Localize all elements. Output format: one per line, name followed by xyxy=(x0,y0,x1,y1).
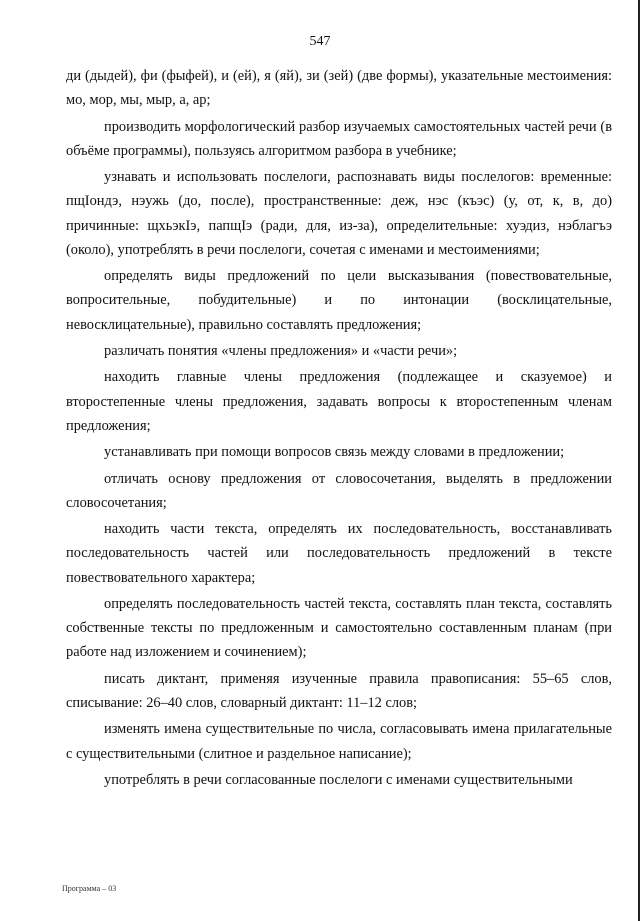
paragraph-10: определять последовательность частей текста, составлять план текста, составлять собственные тексты по предложенным и самостоятельно составленным планам (при работе над изложением и сочинением); xyxy=(66,595,612,661)
body-text xyxy=(66,64,612,794)
page-number: 547 xyxy=(309,34,331,49)
paragraph-13: употреблять в речи согласованные послелоги с именами существительными xyxy=(104,771,573,788)
paragraph-1: ди (дыдей), фи (фыфей), и (ей), я (яй), зи (зей) (две формы), указательные местоимения: мо, мор, мы, мыр, а, ар; xyxy=(66,68,612,109)
paragraph-4: определять виды предложений по цели высказывания (повествовательные, вопросительные, побудительные) и по интонации (восклицательные, невосклицательные), правильно составлять предложения; xyxy=(66,268,612,333)
footer-label: Программа – 03 xyxy=(62,884,117,893)
paragraph-5: различать понятия «члены предложения» и «части речи»; xyxy=(104,342,458,359)
paragraph-9: находить части текста, определять их последовательность, восстанавливать последовательность частей или последовательность предложений в тексте повествовательного характера; xyxy=(66,521,612,586)
paragraph-3: узнавать и использовать послелоги, распознавать виды послелогов: временные: пщIондэ, нэужь (до, после), пространственные: деж, нэс (къэс) (у, от, к, в, до) причинные: щхьэкIэ, папщIэ (ради, для, из-за), определительные: хуэдиз, нэблагъэ (около), употреблять в речи послелоги, сочетая с именами и местоимениями; xyxy=(66,169,612,258)
paragraph-8: отличать основу предложения от словосочетания, выделять в предложении словосочетания; xyxy=(66,470,612,511)
paragraph-6: находить главные члены предложения (подлежащее и сказуемое) и второстепенные члены предложения, задавать вопросы к второстепенным членам предложения; xyxy=(66,369,612,434)
paragraph-2: производить морфологический разбор изучаемых самостоятельных частей речи (в объёме программы), пользуясь алгоритмом разбора в учебнике; xyxy=(66,118,612,159)
paragraph-12: изменять имена существительные по числа, согласовывать имена прилагательные с существительными (слитное и раздельное написание); xyxy=(66,721,612,762)
paragraph-11: писать диктант, применяя изученные правила правописания: 55–65 слов, списывание: 26–40 слов, словарный диктант: 11–12 слов; xyxy=(66,670,612,711)
paragraph-7: устанавливать при помощи вопросов связь между словами в предложении; xyxy=(104,444,565,461)
